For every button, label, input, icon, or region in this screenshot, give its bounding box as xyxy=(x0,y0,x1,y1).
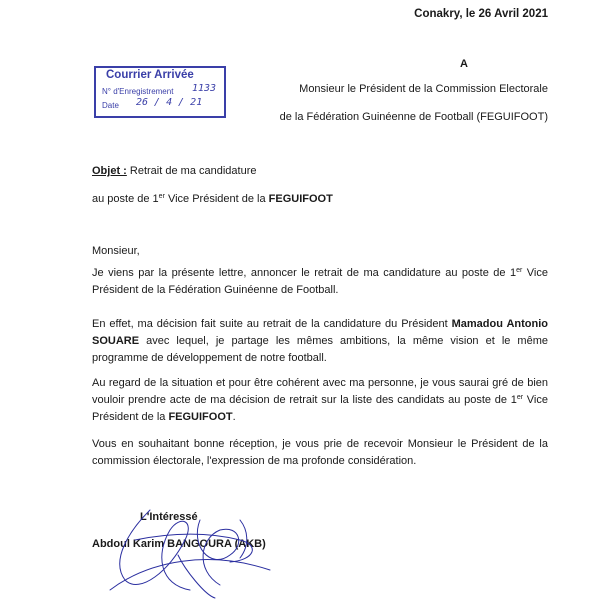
handwritten-signature xyxy=(90,500,290,600)
stamp-number-value: 1133 xyxy=(192,83,217,94)
stamp-number-label: N° d'Enregistrement xyxy=(102,87,174,96)
paragraph-3 xyxy=(92,375,548,426)
paragraph-1 xyxy=(92,265,548,299)
subject-line-2-sup: er xyxy=(158,193,165,200)
place-date: Conakry, le 26 Avril 2021 xyxy=(414,8,548,20)
subject-line-2 xyxy=(92,193,333,205)
signatory-name: Abdoul Karim BANGOURA (AKB) xyxy=(92,538,266,550)
stamp-date-value: 26 / 4 / 21 xyxy=(136,97,203,108)
subject-label: Objet : xyxy=(92,165,127,177)
p3-bold: FEGUIFOOT xyxy=(168,411,233,423)
arrival-stamp xyxy=(94,66,226,118)
p2-bold-name: Mamadou Antonio SOUARE xyxy=(92,318,549,347)
p3-text-a: Au regard de la situation et pour être cohérent avec ma personne, je vous saurai gré de bien vouloir prendre acte de ma décision de retrait sur la liste des candidats au poste de 1 xyxy=(92,377,548,406)
stamp-title: Courrier Arrivée xyxy=(106,69,194,81)
subject-line-1 xyxy=(92,164,256,178)
paragraph-2 xyxy=(92,316,548,367)
p3-sup: er xyxy=(516,394,524,401)
salutation: Monsieur, xyxy=(92,245,140,257)
recipient-line-1: Monsieur le Président de la Commission Electorale xyxy=(299,83,548,95)
p3-text-b: Vice Président de la xyxy=(92,394,548,423)
stamp-date-label: Date xyxy=(102,101,119,110)
paragraph-4: Vous en souhaitant bonne réception, je vous prie de recevoir Monsieur le Président de la commission électorale, l'expression de ma profonde considération. xyxy=(92,438,548,467)
addressee-marker: A xyxy=(460,58,468,70)
subject-text: Retrait de ma candidature xyxy=(129,165,257,177)
p1-text-b: Vice Président de la Fédération Guinéenne de Football. xyxy=(92,267,548,296)
subject-line-2-pre: au poste de 1 xyxy=(92,193,159,205)
p2-text-a: En effet, ma décision fait suite au retrait de la candidature du Président xyxy=(92,318,452,330)
signature-label: L'Intéressé xyxy=(140,511,198,523)
recipient-line-2: de la Fédération Guinéenne de Football (FEGUIFOOT) xyxy=(279,111,548,123)
p2-text-b: avec lequel, je partage les mêmes ambitions, la même vision et le même programme de développement de notre football. xyxy=(92,335,548,364)
p1-text-a: Je viens par la présente lettre, annoncer le retrait de ma candidature au poste de 1 xyxy=(92,267,517,279)
subject-line-2-bold: FEGUIFOOT xyxy=(268,193,333,205)
subject-line-2-mid: Vice Président de la xyxy=(164,193,269,205)
p3-end: . xyxy=(232,411,236,423)
p1-sup: er xyxy=(516,267,523,274)
